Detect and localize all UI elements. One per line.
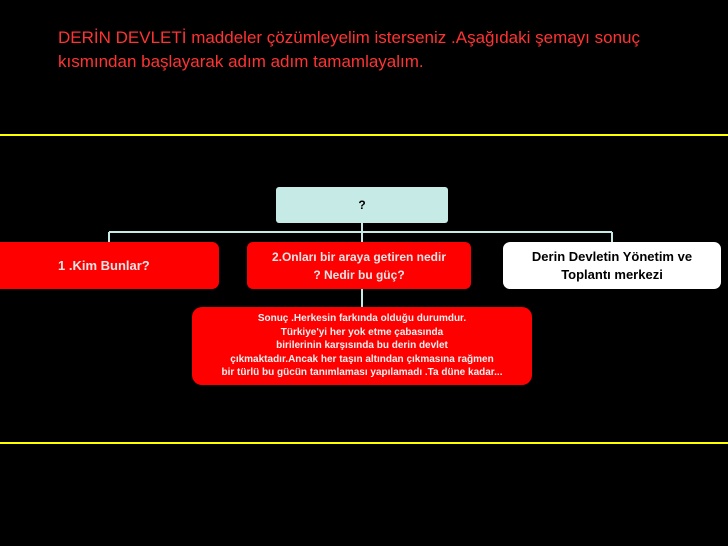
node-what-unites-label: 2.Onları bir araya getiren nedir ? Nedir bu güç? [271, 249, 447, 282]
page-heading: DERİN DEVLETİ maddeler çözümleyelim isterseniz .Aşağıdaki şemayı sonuç kısmından başlayarak adım adım tamamlayalım. [58, 28, 640, 71]
node-management-center-label: Derin Devletin Yönetim ve Toplantı merkezi [531, 248, 693, 282]
node-what-unites [247, 242, 471, 289]
result-node [192, 307, 532, 385]
node-who [0, 242, 219, 289]
node-management-center [503, 242, 721, 289]
node-who-label: 1 .Kim Bunlar? [58, 258, 150, 273]
root-node [276, 187, 448, 223]
root-node-label: ? [358, 198, 366, 212]
result-node-label: Sonuç .Herkesin farkında olduğu durumdur. Türkiye'yi her yok etme çabasında birilerinin karşısında bu derin devlet çıkmaktadır.Ancak her taşın altından çıkmasına rağmen bir türlü bu gücün tanımlaması yapılamadı .Ta düne kadar... [221, 313, 503, 379]
